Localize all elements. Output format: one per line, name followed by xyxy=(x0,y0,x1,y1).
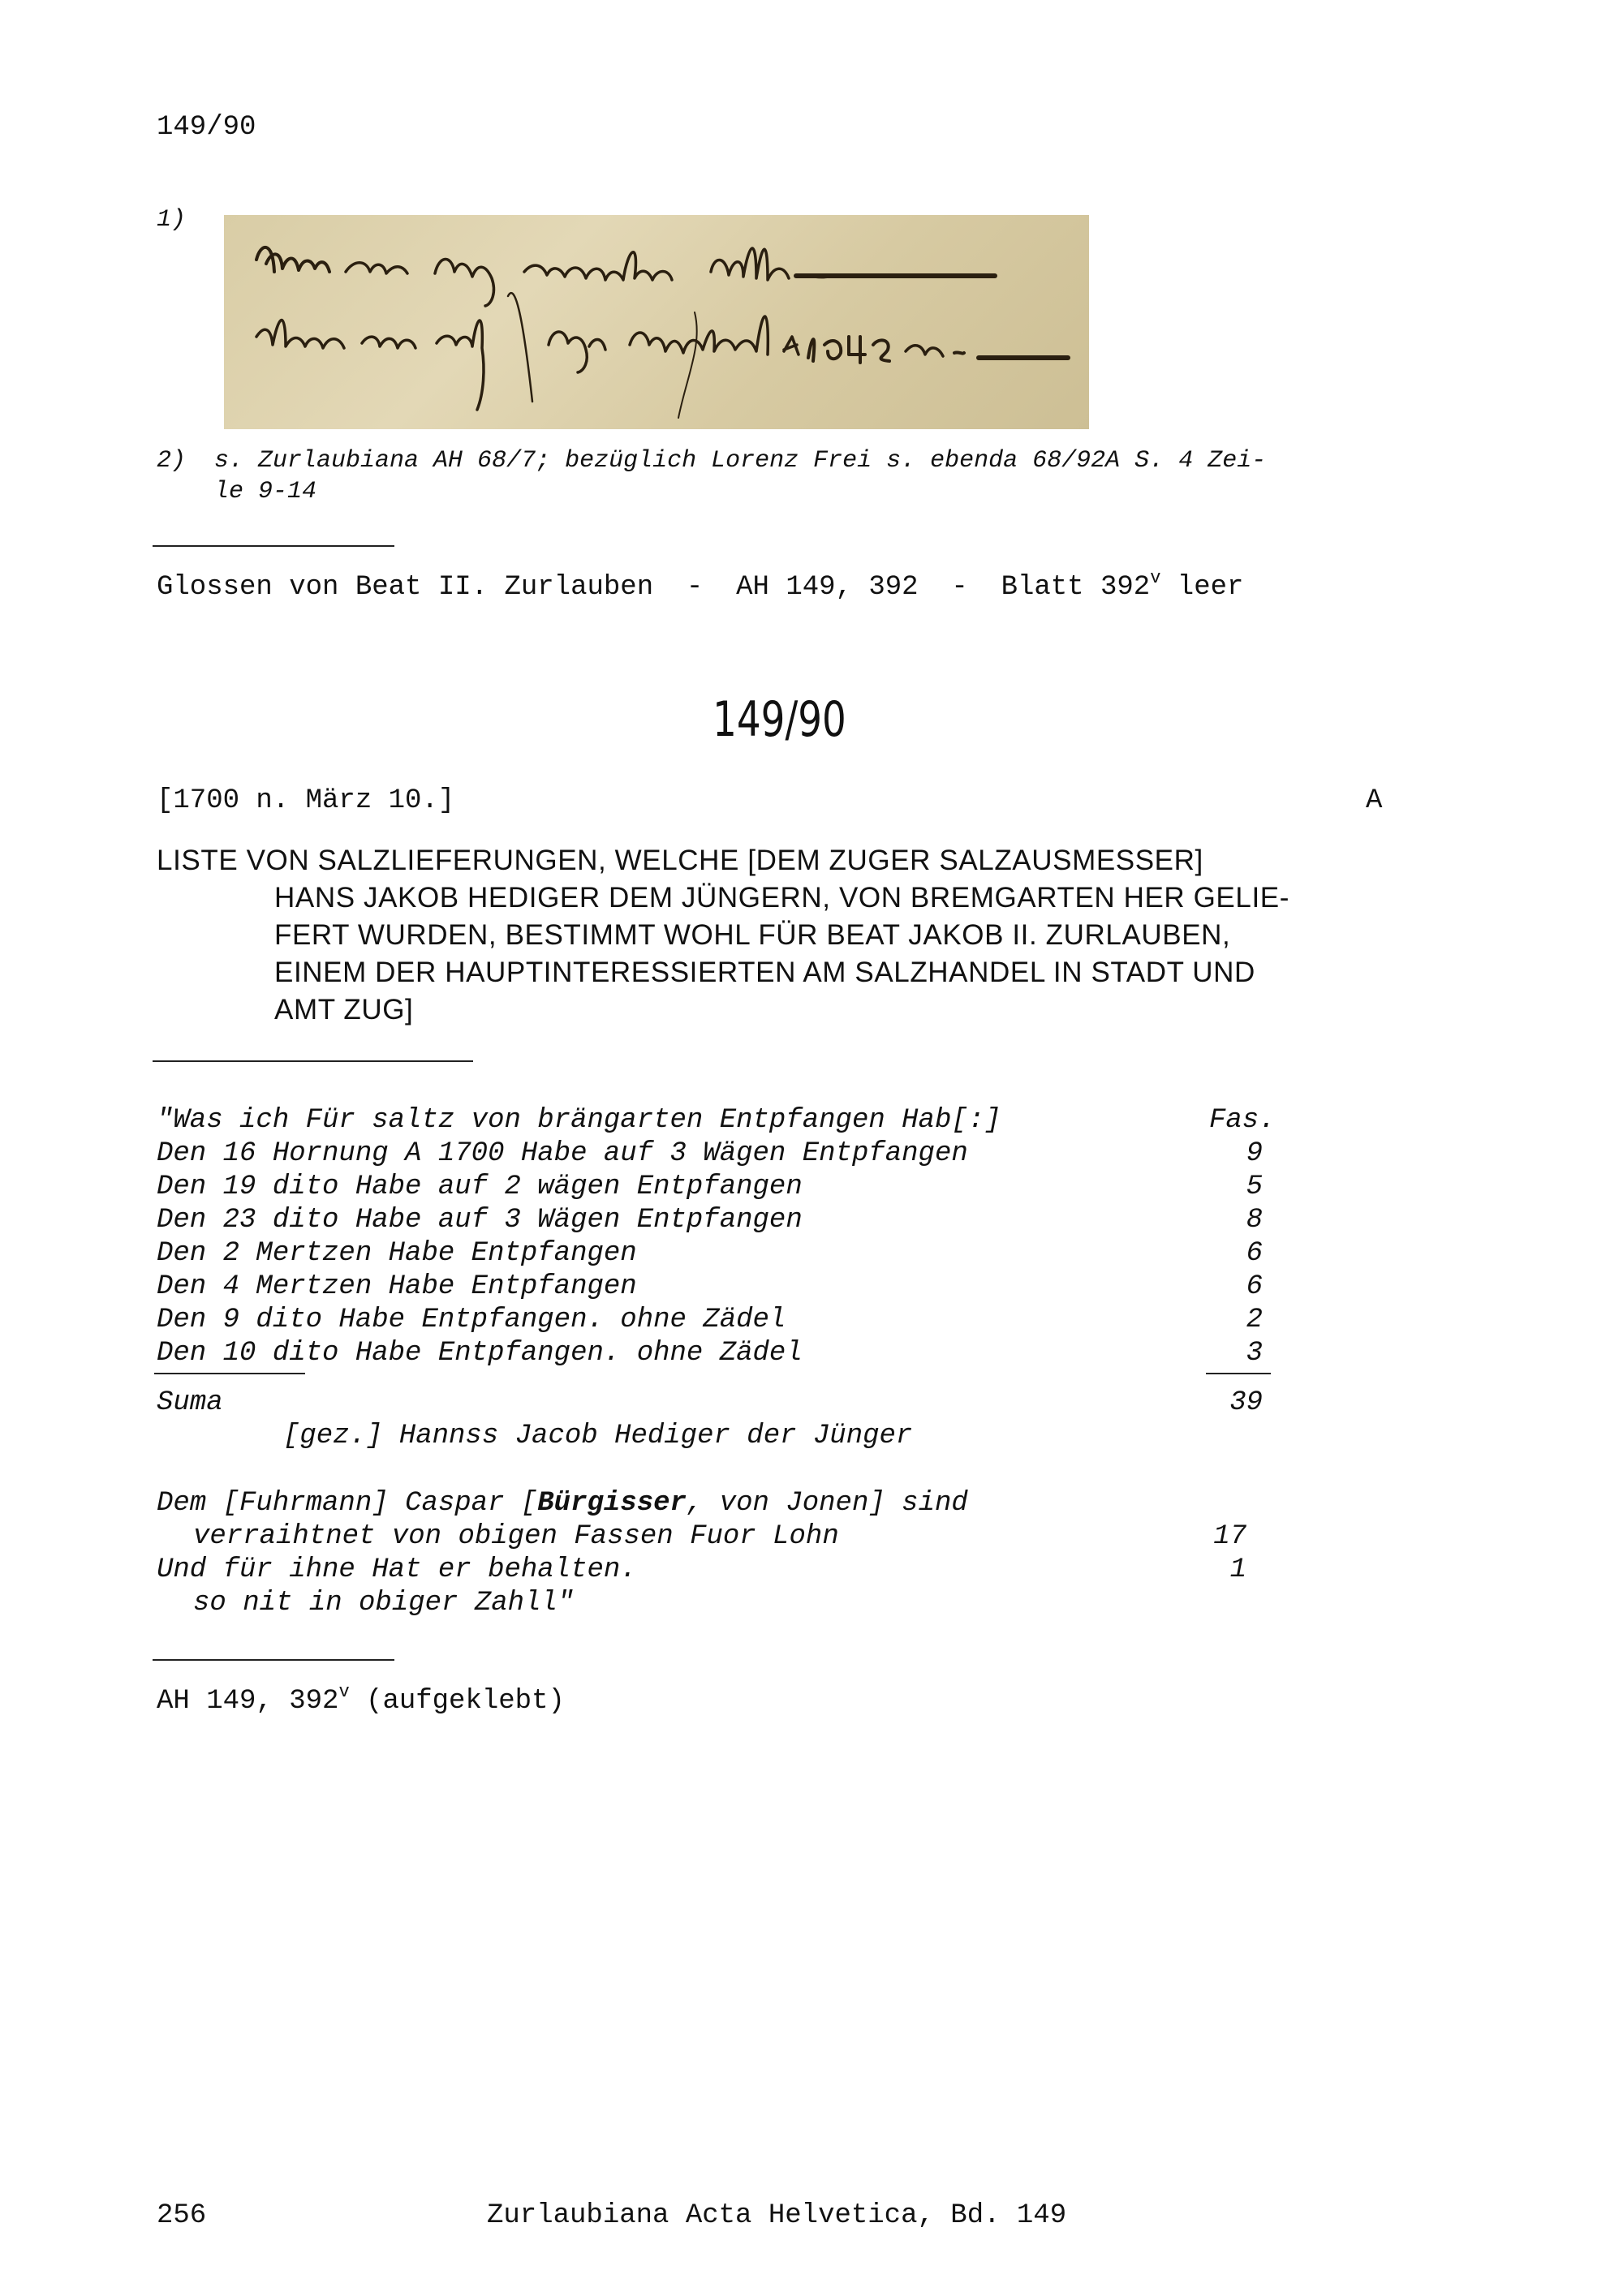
list-item-value: 5 xyxy=(1246,1172,1263,1202)
source-divider xyxy=(153,1659,394,1661)
title-line-3: FERT WURDEN, BESTIMMT WOHL FÜR BEAT JAKOB II. ZURLAUBEN, xyxy=(274,919,1231,951)
title-line-2: HANS JAKOB HEDIGER DEM JÜNGERN, VON BREMGARTEN HER GELIE- xyxy=(274,882,1289,914)
footnote-divider xyxy=(153,545,394,547)
fuhrmann-line-2: verraihtnet von obigen Fassen Fuor Lohn xyxy=(193,1521,839,1552)
source-line xyxy=(157,1682,565,1717)
fuhrmann-line-4: so nit in obiger Zahll" xyxy=(193,1588,575,1619)
date-line: [1700 n. März 10.] xyxy=(157,785,455,816)
list-left-rule xyxy=(154,1373,305,1374)
glossen-sup: v xyxy=(1150,568,1161,588)
list-item: Den 23 dito Habe auf 3 Wägen Entpfangen xyxy=(157,1205,803,1236)
fuhrmann-line-1b: , von Jonen] sind xyxy=(686,1488,968,1519)
fuhrmann-line-3: Und für ihne Hat er behalten. xyxy=(157,1554,637,1585)
list-item-value: 6 xyxy=(1246,1238,1263,1269)
sum-value: 39 xyxy=(1229,1387,1263,1418)
title-line-4: EINEM DER HAUPTINTERESSIERTEN AM SALZHANDEL IN STADT UND xyxy=(274,957,1255,988)
glossen-end: leer xyxy=(1160,572,1244,603)
footer-title: Zurlaubiana Acta Helvetica, Bd. 149 xyxy=(487,2200,1067,2231)
list-item-value: 8 xyxy=(1246,1205,1263,1236)
page-number: 256 xyxy=(157,2200,207,2231)
list-item: Den 10 dito Habe Entpfangen. ohne Zädel xyxy=(157,1338,803,1369)
footnote-2-line-2: le 9-14 xyxy=(214,478,317,505)
glossen-text: Glossen von Beat II. Zurlauben - AH 149, 392 - Blatt 392 xyxy=(157,572,1151,603)
fuhrmann-value-1: 1 xyxy=(1229,1554,1246,1585)
footnote-2-marker: 2) xyxy=(157,447,187,475)
fuhrmann-line-1a: Dem [Fuhrmann] Caspar [ xyxy=(157,1488,538,1519)
document-letter: A xyxy=(1366,785,1383,816)
fuhrmann-line-1 xyxy=(157,1490,968,1517)
footnote-2-line-1: s. Zurlaubiana AH 68/7; bezüglich Lorenz Frei s. ebenda 68/92A S. 4 Zei- xyxy=(214,447,1267,475)
source-text: AH 149, 392 xyxy=(157,1686,339,1717)
fuhrmann-value-17: 17 xyxy=(1213,1521,1246,1552)
document-number: 149/90 xyxy=(712,691,846,748)
handwritten-manuscript-excerpt-icon xyxy=(224,215,1089,429)
list-item: Den 19 dito Habe auf 2 wägen Entpfangen xyxy=(157,1172,803,1202)
glossen-line xyxy=(157,568,1244,603)
fuhrmann-name: Bürgisser xyxy=(537,1488,687,1519)
footnote-1-marker: 1) xyxy=(157,206,187,234)
list-header: "Was ich Für saltz von brängarten Entpfangen Hab[:] xyxy=(157,1105,1001,1136)
title-divider xyxy=(153,1060,473,1062)
list-item: Den 2 Mertzen Habe Entpfangen xyxy=(157,1238,637,1269)
source-sup: v xyxy=(338,1682,350,1702)
list-item-value: 3 xyxy=(1246,1338,1263,1369)
list-item-value: 9 xyxy=(1246,1138,1263,1169)
sum-label: Suma xyxy=(157,1387,223,1418)
list-item: Den 16 Hornung A 1700 Habe auf 3 Wägen Entpfangen xyxy=(157,1138,968,1169)
list-item: Den 4 Mertzen Habe Entpfangen xyxy=(157,1271,637,1302)
title-line-5: AMT ZUG] xyxy=(274,994,414,1025)
signature: [gez.] Hannss Jacob Hediger der Jünger xyxy=(283,1421,913,1451)
list-header-unit: Fas. xyxy=(1209,1105,1276,1136)
page-header: 149/90 xyxy=(157,112,256,143)
list-item: Den 9 dito Habe Entpfangen. ohne Zädel xyxy=(157,1305,786,1335)
handwriting-image xyxy=(224,215,1089,429)
list-item-value: 2 xyxy=(1246,1305,1263,1335)
title-line-1: LISTE VON SALZLIEFERUNGEN, WELCHE [DEM ZUGER SALZAUSMESSER] xyxy=(157,845,1203,876)
sum-rule xyxy=(1206,1373,1271,1374)
list-item-value: 6 xyxy=(1246,1271,1263,1302)
source-end: (aufgeklebt) xyxy=(349,1686,565,1717)
